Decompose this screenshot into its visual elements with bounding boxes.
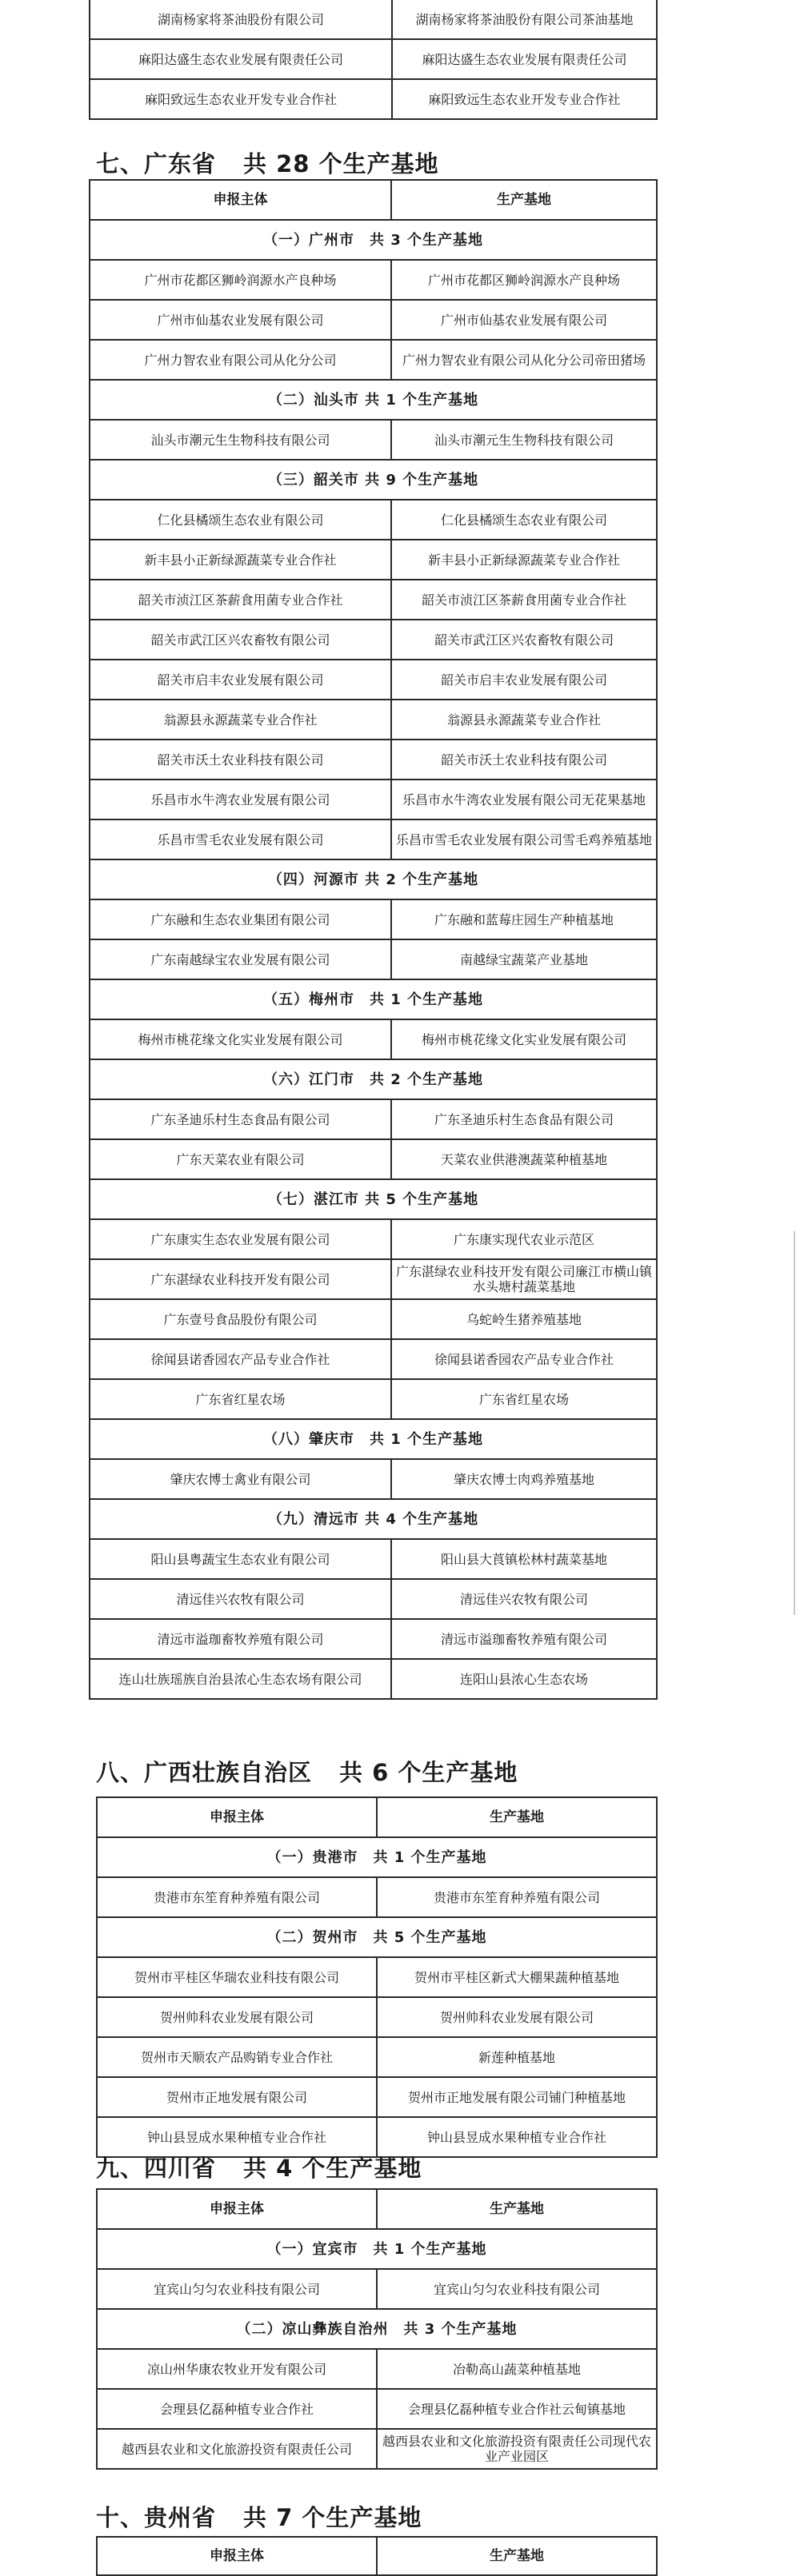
city-heading: （三）韶关市 共 9 个生产基地: [90, 460, 657, 500]
table-row: [90, 1299, 657, 1339]
applicant-cell: 贺州市平桂区华瑞农业科技有限公司: [97, 1957, 377, 1997]
base-cell: 钟山县昱成水果种植专业合作社: [377, 2117, 657, 2157]
base-cell: 汕头市潮元生生物科技有限公司: [391, 420, 657, 460]
base-cell: 连阳山县浓心生态农场: [391, 1659, 657, 1699]
header-row: [97, 1797, 657, 1837]
base-cell: 韶关市启丰农业发展有限公司: [391, 660, 657, 700]
table-row: [97, 1877, 657, 1917]
city-heading: （八）肇庆市 共 1 个生产基地: [90, 1419, 657, 1459]
table-row: [90, 300, 657, 340]
table-row: [97, 2389, 657, 2429]
city-row: [90, 1179, 657, 1219]
applicant-cell: 广东天菜农业有限公司: [90, 1139, 391, 1179]
city-heading: （一）广州市 共 3 个生产基地: [90, 220, 657, 260]
applicant-cell: 广东康实生态农业发展有限公司: [90, 1219, 391, 1259]
applicant-cell: 韶关市启丰农业发展有限公司: [90, 660, 391, 700]
table-row: [90, 79, 657, 119]
applicant-cell: 会理县亿磊种植专业合作社: [97, 2389, 377, 2429]
table-row: [90, 780, 657, 819]
base-cell: 越西县农业和文化旅游投资有限责任公司现代农业产业园区: [377, 2429, 657, 2469]
city-row: [90, 380, 657, 420]
applicant-cell: 广东壹号食品股份有限公司: [90, 1299, 391, 1339]
base-cell: 贵港市东笙育种养殖有限公司: [377, 1877, 657, 1917]
base-cell: 宜宾山匀匀农业科技有限公司: [377, 2269, 657, 2309]
table-row: [90, 540, 657, 580]
header-applicant: 申报主体: [97, 2189, 377, 2229]
scan-edge-line: [794, 1231, 795, 1615]
city-heading: （六）江门市 共 2 个生产基地: [90, 1059, 657, 1099]
city-row: [97, 1837, 657, 1877]
base-cell: 麻阳致远生态农业开发专业合作社: [392, 79, 657, 119]
city-heading: （五）梅州市 共 1 个生产基地: [90, 979, 657, 1019]
applicant-cell: 肇庆农博士禽业有限公司: [90, 1459, 391, 1499]
applicant-cell: 乐昌市水牛湾农业发展有限公司: [90, 780, 391, 819]
sichuan-table: [96, 2188, 658, 2470]
table-row: [97, 2077, 657, 2117]
applicant-cell: 广东湛绿农业科技开发有限公司: [90, 1259, 391, 1299]
section-title-sichuan: [96, 2151, 422, 2183]
table-row: [90, 740, 657, 780]
applicant-cell: 广州市仙基农业发展有限公司: [90, 300, 391, 340]
table-row: [90, 1379, 657, 1419]
base-cell: 乐昌市水牛湾农业发展有限公司无花果基地: [391, 780, 657, 819]
city-heading: （四）河源市 共 2 个生产基地: [90, 859, 657, 899]
applicant-cell: 乐昌市雪毛农业发展有限公司: [90, 819, 391, 859]
applicant-cell: 韶关市沃土农业科技有限公司: [90, 740, 391, 780]
base-cell: 贺州帅科农业发展有限公司: [377, 1997, 657, 2037]
city-row: [97, 1917, 657, 1957]
city-row: [97, 2229, 657, 2269]
base-cell: 贺州市平桂区新式大棚果蔬种植基地: [377, 1957, 657, 1997]
table-row: [90, 660, 657, 700]
table-row: [97, 2037, 657, 2077]
table-row: [90, 39, 657, 79]
section-summary: 共 4 个生产基地: [243, 2155, 422, 2182]
table-row: [90, 260, 657, 300]
base-cell: 天菜农业供港澳蔬菜种植基地: [391, 1139, 657, 1179]
applicant-cell: 广东南越绿宝农业发展有限公司: [90, 939, 391, 979]
header-base: 生产基地: [377, 2537, 657, 2575]
base-cell: 湖南杨家将茶油股份有限公司茶油基地: [392, 0, 657, 39]
continuation-table: [89, 0, 658, 120]
section-summary: 共 7 个生产基地: [243, 2504, 422, 2531]
table-row: [97, 1957, 657, 1997]
base-cell: 新莲种植基地: [377, 2037, 657, 2077]
applicant-cell: 宜宾山匀匀农业科技有限公司: [97, 2269, 377, 2309]
table-row: [90, 0, 657, 39]
base-cell: 会理县亿磊种植专业合作社云甸镇基地: [377, 2389, 657, 2429]
base-cell: 乐昌市雪毛农业发展有限公司雪毛鸡养殖基地: [391, 819, 657, 859]
applicant-cell: 凉山州华康农牧业开发有限公司: [97, 2349, 377, 2389]
applicant-cell: 钟山县昱成水果种植专业合作社: [97, 2117, 377, 2157]
table-row: [90, 500, 657, 540]
city-row: [90, 979, 657, 1019]
applicant-cell: 广东圣迪乐村生态食品有限公司: [90, 1099, 391, 1139]
header-base: 生产基地: [377, 1797, 657, 1837]
table-row: [90, 1339, 657, 1379]
header-applicant: 申报主体: [97, 2537, 377, 2575]
city-row: [97, 2309, 657, 2349]
applicant-cell: 贵港市东笙育种养殖有限公司: [97, 1877, 377, 1917]
applicant-cell: 阳山县粤蔬宝生态农业有限公司: [90, 1539, 391, 1579]
table-row: [90, 1139, 657, 1179]
applicant-cell: 湖南杨家将茶油股份有限公司: [90, 0, 392, 39]
base-cell: 贺州市正地发展有限公司铺门种植基地: [377, 2077, 657, 2117]
section-summary: 共 6 个生产基地: [339, 1759, 518, 1786]
applicant-cell: 贺州市正地发展有限公司: [97, 2077, 377, 2117]
base-cell: 冶勒高山蔬菜种植基地: [377, 2349, 657, 2389]
base-cell: 南越绿宝蔬菜产业基地: [391, 939, 657, 979]
header-row: [97, 2189, 657, 2229]
applicant-cell: 贺州帅科农业发展有限公司: [97, 1997, 377, 2037]
table-row: [90, 1579, 657, 1619]
applicant-cell: 越西县农业和文化旅游投资有限责任公司: [97, 2429, 377, 2469]
city-row: [90, 1499, 657, 1539]
applicant-cell: 新丰县小正新绿源蔬菜专业合作社: [90, 540, 391, 580]
base-cell: 麻阳达盛生态农业发展有限责任公司: [392, 39, 657, 79]
city-row: [90, 460, 657, 500]
applicant-cell: 清远佳兴农牧有限公司: [90, 1579, 391, 1619]
guangxi-table: [96, 1796, 658, 2158]
base-cell: 广州市花都区狮岭润源水产良种场: [391, 260, 657, 300]
section-name: 十、贵州省: [96, 2504, 217, 2531]
section-title-guizhou: [96, 2500, 422, 2533]
table-row: [90, 1459, 657, 1499]
section-name: 七、广东省: [96, 150, 217, 177]
table-row: [90, 620, 657, 660]
base-cell: 徐闻县诺香园农产品专业合作社: [391, 1339, 657, 1379]
header-row: [90, 180, 657, 220]
applicant-cell: 麻阳致远生态农业开发专业合作社: [90, 79, 392, 119]
city-row: [90, 1419, 657, 1459]
table-row: [90, 1619, 657, 1659]
base-cell: 清远市溢珈畜牧养殖有限公司: [391, 1619, 657, 1659]
applicant-cell: 清远市溢珈畜牧养殖有限公司: [90, 1619, 391, 1659]
table-row: [90, 1539, 657, 1579]
guizhou-table: [96, 2536, 658, 2576]
table-row: [97, 2429, 657, 2469]
city-heading: （二）贺州市 共 5 个生产基地: [97, 1917, 657, 1957]
section-name: 八、广西壮族自治区: [96, 1759, 313, 1786]
base-cell: 阳山县大莨镇松林村蔬菜基地: [391, 1539, 657, 1579]
table-row: [90, 819, 657, 859]
applicant-cell: 汕头市潮元生生物科技有限公司: [90, 420, 391, 460]
table-row: [90, 1659, 657, 1699]
base-cell: 广州力智农业有限公司从化分公司帝田猪场: [391, 340, 657, 380]
table-row: [90, 1259, 657, 1299]
section-summary: 共 28 个生产基地: [243, 150, 439, 177]
header-base: 生产基地: [391, 180, 657, 220]
table-row: [90, 580, 657, 620]
header-applicant: 申报主体: [97, 1797, 377, 1837]
base-cell: 韶关市浈江区茶薪食用菌专业合作社: [391, 580, 657, 620]
city-row: [90, 1059, 657, 1099]
guangdong-table: [89, 179, 658, 1700]
table-row: [97, 2269, 657, 2309]
table-row: [90, 420, 657, 460]
city-heading: （二）凉山彝族自治州 共 3 个生产基地: [97, 2309, 657, 2349]
base-cell: 清远佳兴农牧有限公司: [391, 1579, 657, 1619]
applicant-cell: 梅州市桃花缘文化实业发展有限公司: [90, 1019, 391, 1059]
base-cell: 广东融和蓝莓庄园生产种植基地: [391, 899, 657, 939]
table-row: [97, 1997, 657, 2037]
base-cell: 新丰县小正新绿源蔬菜专业合作社: [391, 540, 657, 580]
base-cell: 广东圣迪乐村生态食品有限公司: [391, 1099, 657, 1139]
applicant-cell: 徐闻县诺香园农产品专业合作社: [90, 1339, 391, 1379]
city-row: [90, 859, 657, 899]
applicant-cell: 韶关市武江区兴农畜牧有限公司: [90, 620, 391, 660]
header-applicant: 申报主体: [90, 180, 391, 220]
table-row: [90, 340, 657, 380]
city-heading: （九）清远市 共 4 个生产基地: [90, 1499, 657, 1539]
applicant-cell: 广东融和生态农业集团有限公司: [90, 899, 391, 939]
base-cell: 广东省红星农场: [391, 1379, 657, 1419]
table-row: [90, 1219, 657, 1259]
applicant-cell: 连山壮族瑶族自治县浓心生态农场有限公司: [90, 1659, 391, 1699]
section-title-guangxi: [96, 1755, 518, 1788]
table-row: [90, 899, 657, 939]
base-cell: 韶关市沃土农业科技有限公司: [391, 740, 657, 780]
base-cell: 梅州市桃花缘文化实业发展有限公司: [391, 1019, 657, 1059]
applicant-cell: 仁化县橘颂生态农业有限公司: [90, 500, 391, 540]
header-row: [97, 2537, 657, 2575]
section-title-guangdong: [96, 146, 439, 179]
city-heading: （二）汕头市 共 1 个生产基地: [90, 380, 657, 420]
city-heading: （一）贵港市 共 1 个生产基地: [97, 1837, 657, 1877]
table-row: [90, 939, 657, 979]
applicant-cell: 广东省红星农场: [90, 1379, 391, 1419]
base-cell: 肇庆农博士肉鸡养殖基地: [391, 1459, 657, 1499]
header-base: 生产基地: [377, 2189, 657, 2229]
table-row: [97, 2349, 657, 2389]
base-cell: 广东湛绿农业科技开发有限公司廉江市横山镇水头塘村蔬菜基地: [391, 1259, 657, 1299]
base-cell: 仁化县橘颂生态农业有限公司: [391, 500, 657, 540]
applicant-cell: 韶关市浈江区茶薪食用菌专业合作社: [90, 580, 391, 620]
applicant-cell: 广州市花都区狮岭润源水产良种场: [90, 260, 391, 300]
section-name: 九、四川省: [96, 2155, 217, 2182]
city-heading: （七）湛江市 共 5 个生产基地: [90, 1179, 657, 1219]
table-row: [90, 1019, 657, 1059]
applicant-cell: 翁源县永源蔬菜专业合作社: [90, 700, 391, 740]
applicant-cell: 贺州市天顺农产品购销专业合作社: [97, 2037, 377, 2077]
table-row: [90, 1099, 657, 1139]
base-cell: 广东康实现代农业示范区: [391, 1219, 657, 1259]
applicant-cell: 麻阳达盛生态农业发展有限责任公司: [90, 39, 392, 79]
base-cell: 乌蛇岭生猪养殖基地: [391, 1299, 657, 1339]
table-row: [90, 700, 657, 740]
base-cell: 翁源县永源蔬菜专业合作社: [391, 700, 657, 740]
base-cell: 广州市仙基农业发展有限公司: [391, 300, 657, 340]
applicant-cell: 广州力智农业有限公司从化分公司: [90, 340, 391, 380]
city-heading: （一）宜宾市 共 1 个生产基地: [97, 2229, 657, 2269]
base-cell: 韶关市武江区兴农畜牧有限公司: [391, 620, 657, 660]
city-row: [90, 220, 657, 260]
